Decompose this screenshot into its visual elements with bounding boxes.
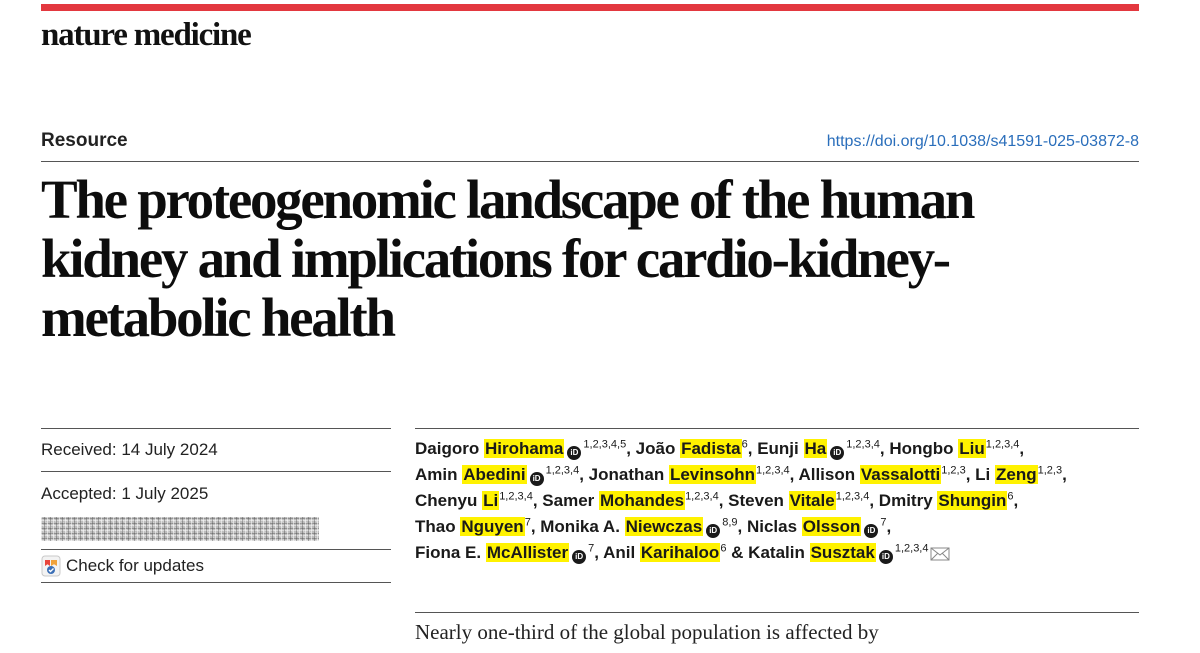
- author-last-name: Vassalotti: [860, 465, 941, 484]
- author-last-name: Fadista: [681, 439, 741, 458]
- author-affiliations: 1,2,3,4: [755, 464, 790, 477]
- author-first-name: Hongbo: [889, 439, 954, 458]
- author-separator: ,: [530, 517, 541, 536]
- author-first-name: Katalin: [748, 543, 805, 562]
- author-line: [415, 488, 1139, 514]
- orcid-icon[interactable]: iD: [530, 472, 544, 486]
- author-line: [415, 462, 1139, 488]
- check-for-updates-label: Check for updates: [66, 556, 204, 575]
- author-entry[interactable]: [747, 517, 887, 536]
- author-entry[interactable]: [889, 439, 1019, 458]
- author-affiliations: 1,2,3,4: [894, 542, 929, 555]
- divider: [41, 582, 391, 583]
- author-first-name: Allison: [798, 465, 856, 484]
- accepted-date: Accepted: 1 July 2025: [41, 484, 209, 503]
- author-last-name: Karihaloo: [640, 543, 720, 562]
- author-line: [415, 436, 1139, 462]
- orcid-icon[interactable]: iD: [864, 524, 878, 538]
- abstract-text: Nearly one-third of the global population is affected by: [415, 620, 879, 644]
- orcid-icon[interactable]: iD: [706, 524, 720, 538]
- header-divider: [41, 161, 1139, 162]
- author-affiliations: 8,9: [722, 516, 738, 529]
- author-affiliations: 1,2,3,4: [545, 464, 580, 477]
- author-affiliations: 7: [588, 542, 595, 555]
- author-entry[interactable]: [415, 517, 531, 536]
- author-last-name: McAllister: [486, 543, 569, 562]
- author-last-name: Susztak: [810, 543, 875, 562]
- author-last-name: Mohandes: [600, 491, 685, 510]
- author-separator: ,: [626, 439, 636, 458]
- orcid-icon[interactable]: iD: [567, 446, 581, 460]
- author-last-name: Vitale: [789, 491, 835, 510]
- author-first-name: Chenyu: [415, 491, 478, 510]
- author-first-name: Anil: [603, 543, 636, 562]
- author-entry[interactable]: [589, 465, 790, 484]
- author-first-name: Li: [975, 465, 991, 484]
- author-entry[interactable]: [415, 439, 626, 458]
- article-title: The proteogenomic landscape of the human kidney and implications for cardio-kidney-metabolic health: [41, 169, 974, 348]
- author-separator: &: [726, 543, 749, 562]
- author-line: [415, 540, 1139, 566]
- author-entry[interactable]: [975, 465, 1062, 484]
- author-last-name: Li: [483, 491, 499, 510]
- author-affiliations: 1,2,3: [1037, 464, 1063, 477]
- redacted-image: [41, 517, 319, 541]
- author-affiliations: 1,2,3,4: [835, 490, 870, 503]
- author-separator: ,: [718, 491, 729, 510]
- abstract-divider: [415, 612, 1139, 613]
- author-affiliations: 1,2,3: [941, 464, 966, 477]
- author-line: [415, 514, 1139, 540]
- author-first-name: Jonathan: [588, 465, 665, 484]
- author-entry[interactable]: [879, 491, 1014, 510]
- author-last-name: Shungin: [938, 491, 1007, 510]
- author-separator: ,: [869, 491, 879, 510]
- journal-logo[interactable]: nature medicine: [41, 17, 251, 53]
- author-entry[interactable]: [540, 517, 737, 536]
- author-first-name: Monika A.: [540, 517, 620, 536]
- author-first-name: Niclas: [746, 517, 798, 536]
- author-first-name: Dmitry: [878, 491, 933, 510]
- article-type: Resource: [41, 130, 128, 151]
- author-separator: ,: [532, 491, 543, 510]
- author-last-name: Levinsohn: [669, 465, 755, 484]
- author-entry[interactable]: [542, 491, 718, 510]
- orcid-icon[interactable]: iD: [572, 550, 586, 564]
- author-affiliations: 6: [741, 438, 748, 451]
- author-first-name: Daigoro: [415, 439, 480, 458]
- author-last-name: Liu: [959, 439, 985, 458]
- author-entry[interactable]: [415, 543, 594, 562]
- author-first-name: João: [635, 439, 676, 458]
- author-separator: ,: [1013, 491, 1023, 510]
- author-last-name: Hirohama: [484, 439, 564, 458]
- author-separator: ,: [1062, 465, 1072, 484]
- author-last-name: Niewczas: [625, 517, 703, 536]
- author-separator: ,: [879, 439, 890, 458]
- author-separator: ,: [1019, 439, 1029, 458]
- author-last-name: Nguyen: [461, 517, 524, 536]
- author-separator: ,: [965, 465, 976, 484]
- author-last-name: Zeng: [996, 465, 1037, 484]
- author-affiliations: 7: [880, 516, 887, 529]
- author-entry[interactable]: [415, 465, 579, 484]
- author-affiliations: 6: [1007, 490, 1014, 503]
- author-entry[interactable]: [748, 543, 950, 562]
- author-affiliations: 1,2,3,4: [846, 438, 880, 451]
- author-affiliations: 1,2,3,4: [985, 438, 1020, 451]
- authors-divider: [415, 428, 1139, 429]
- author-entry[interactable]: [798, 465, 965, 484]
- orcid-icon[interactable]: iD: [879, 550, 893, 564]
- received-date: Received: 14 July 2024: [41, 440, 218, 459]
- mail-icon[interactable]: [930, 547, 950, 561]
- author-separator: ,: [747, 439, 758, 458]
- doi-link[interactable]: https://doi.org/10.1038/s41591-025-03872-8: [826, 133, 1139, 150]
- author-entry[interactable]: [415, 491, 533, 510]
- author-first-name: Fiona E.: [415, 543, 482, 562]
- author-affiliations: 1,2,3,4,5: [583, 438, 627, 451]
- author-entry[interactable]: [757, 439, 880, 458]
- author-last-name: Abedini: [463, 465, 526, 484]
- author-separator: ,: [737, 517, 747, 536]
- author-affiliations: 1,2,3,4: [499, 490, 533, 503]
- author-first-name: Eunji: [757, 439, 799, 458]
- check-for-updates-button[interactable]: [41, 550, 391, 582]
- journal-accent-bar: [41, 4, 1139, 11]
- article-history: [41, 428, 391, 583]
- author-affiliations: 1,2,3,4: [685, 490, 719, 503]
- author-entry[interactable]: [603, 543, 726, 562]
- check-for-updates-icon: [41, 555, 61, 577]
- author-entry[interactable]: [728, 491, 869, 510]
- author-first-name: Thao: [415, 517, 456, 536]
- author-entry[interactable]: [636, 439, 748, 458]
- author-separator: ,: [886, 517, 896, 536]
- author-affiliations: 7: [524, 516, 531, 529]
- author-first-name: Steven: [728, 491, 784, 510]
- author-last-name: Olsson: [802, 517, 861, 536]
- orcid-icon[interactable]: iD: [830, 446, 844, 460]
- author-first-name: Samer: [542, 491, 595, 510]
- author-affiliations: 6: [720, 542, 727, 555]
- author-first-name: Amin: [415, 465, 458, 484]
- author-separator: ,: [579, 465, 589, 484]
- author-separator: ,: [789, 465, 799, 484]
- author-last-name: Ha: [804, 439, 827, 458]
- author-list: [415, 436, 1139, 566]
- author-separator: ,: [594, 543, 604, 562]
